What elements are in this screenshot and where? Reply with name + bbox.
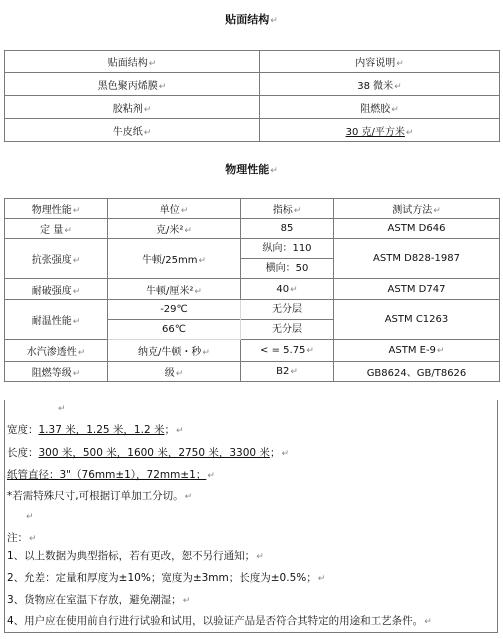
table-cell: 85: [241, 219, 334, 239]
note-item: 1、以上数据为典型指标，若有更改，恕不另行通知；↵: [7, 550, 264, 562]
table-cell: B2↵: [241, 362, 334, 382]
table-cell: 30 克/平方米↵: [260, 119, 500, 142]
table-subcell: 横向：50: [241, 258, 333, 278]
header-cell: 物理性能↵: [5, 199, 108, 219]
structure-title: 贴面结构: [225, 13, 270, 26]
table-cell: ASTM C1263: [334, 300, 500, 340]
structure-table: [4, 50, 500, 142]
table-cell: 阻燃等级↵: [5, 362, 108, 382]
table-cell: ASTM D747: [334, 279, 500, 300]
physical-title: 物理性能: [225, 163, 270, 176]
spec-notes-box: [4, 400, 498, 633]
table-row: [5, 219, 500, 239]
table-cell: 阻燃胶↵: [260, 96, 500, 119]
length-line: 长度：300 米，500 米，1600 米，2750 米，3300 米；↵: [7, 447, 289, 459]
physical-heading: [0, 161, 503, 177]
table-header-row: [5, 51, 500, 73]
physical-table: [4, 198, 500, 382]
table-cell: 38 微米↵: [260, 73, 500, 96]
note-item: 4、用户应在使用前自行进行试验和试用，以验证产品是否符合其特定的用途和工艺条件。↵: [7, 615, 432, 627]
header-cell: 贴面结构↵: [5, 51, 260, 73]
table-cell: 牛顿/厘米²↵: [108, 279, 241, 300]
table-row: [5, 119, 500, 142]
custom-size-line: *若需特殊尺寸,可根据订单加工分切。↵: [7, 490, 193, 502]
blank-line: ↵: [26, 512, 34, 522]
table-cell: 抗张强度↵: [5, 239, 108, 279]
header-cell: 内容说明↵: [260, 51, 500, 73]
table-cell: 黑色聚丙烯膜↵: [5, 73, 260, 96]
table-cell: 牛顿/25mm↵: [108, 239, 241, 279]
table-row: [5, 96, 500, 119]
table-cell: 耐破强度↵: [5, 279, 108, 300]
table-cell: 牛皮纸↵: [5, 119, 260, 142]
table-cell: < = 5.75↵: [241, 340, 334, 362]
paragraph-mark-icon: ↵: [58, 404, 66, 414]
table-cell: ASTM D828-1987: [334, 239, 500, 279]
table-cell: GB8624、GB/T8626: [334, 362, 500, 382]
table-cell: 水汽渗透性↵: [5, 340, 108, 362]
paragraph-mark-icon: ↵: [270, 166, 278, 176]
header-cell: 测试方法↵: [334, 199, 500, 219]
table-cell: [108, 300, 241, 340]
table-row: [5, 362, 500, 382]
table-cell: [241, 239, 334, 279]
header-cell: 指标↵: [241, 199, 334, 219]
table-cell: 级↵: [108, 362, 241, 382]
table-cell: ASTM E-9↵: [334, 340, 500, 362]
table-cell: 耐温性能↵: [5, 300, 108, 340]
paragraph-mark-icon: ↵: [270, 16, 278, 26]
notes-label: 注：↵: [7, 532, 37, 544]
table-subcell: -29℃: [160, 304, 188, 315]
note-item: 3、货物应在室温下存放，避免潮湿；↵: [7, 594, 191, 606]
table-row: [5, 340, 500, 362]
width-line: 宽度：1.37 米，1.25 米，1.2 米；↵: [7, 424, 184, 436]
table-cell: [241, 300, 334, 340]
table-header-row: [5, 199, 500, 219]
table-row: [5, 73, 500, 96]
table-cell: 胶粘剂↵: [5, 96, 260, 119]
table-cell: 40↵: [241, 279, 334, 300]
table-cell: 纳克/牛顿・秒↵: [108, 340, 241, 362]
table-subcell: 66℃: [108, 319, 240, 339]
core-line: 纸管直径：3"（76mm±1），72mm±1；↵: [7, 469, 215, 481]
table-row: [5, 300, 500, 340]
table-subcell: 纵向：110: [262, 243, 312, 254]
header-cell: 单位↵: [108, 199, 241, 219]
note-item: 2、允差：定量和厚度为±10%；宽度为±3mm；长度为±0.5%；↵: [7, 572, 326, 584]
table-cell: 定 量↵: [5, 219, 108, 239]
structure-heading: [0, 11, 503, 27]
table-cell: 克/米²↵: [108, 219, 241, 239]
table-row: [5, 279, 500, 300]
table-cell: ASTM D646: [334, 219, 500, 239]
table-subcell: 无分层: [241, 319, 333, 339]
table-subcell: 无分层: [272, 304, 302, 315]
table-row: [5, 239, 500, 279]
